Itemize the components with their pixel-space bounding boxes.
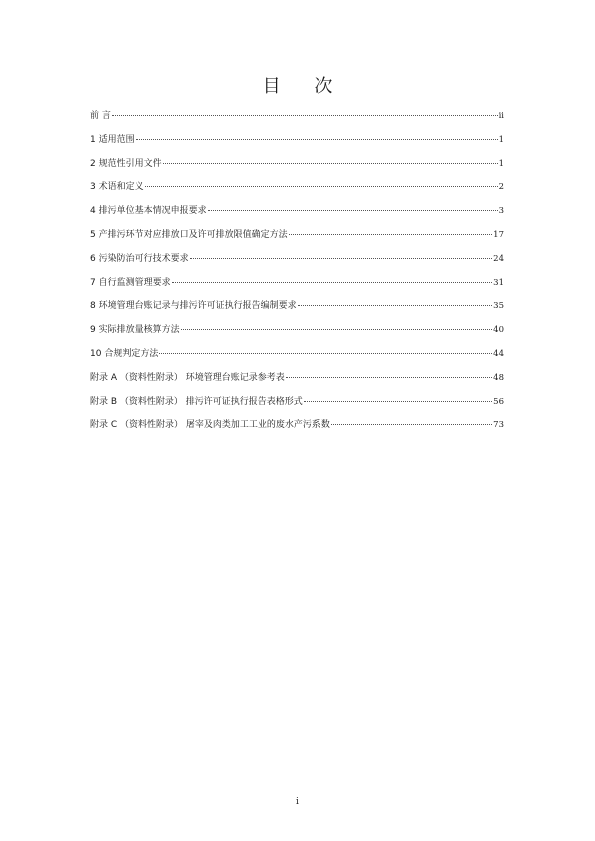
toc-entry-1[interactable]	[90, 134, 504, 158]
toc-entry-4[interactable]	[90, 205, 504, 229]
toc-page-number: 48	[493, 372, 504, 383]
toc-entry-6[interactable]	[90, 253, 504, 277]
toc-entry-label: 2 规范性引用文件	[90, 158, 162, 169]
toc-entry-2[interactable]	[90, 158, 504, 182]
toc-entry-9[interactable]	[90, 324, 504, 348]
toc-entry-label: 9 实际排放量核算方法	[90, 325, 180, 336]
toc-page-number: 40	[493, 325, 504, 336]
table-of-contents	[90, 110, 504, 443]
toc-page-number: 44	[493, 348, 504, 359]
toc-dot-leader	[190, 258, 493, 259]
toc-entry-label: 5 产排污环节对应排放口及许可排放限值确定方法	[90, 229, 288, 240]
toc-dot-leader	[136, 139, 498, 140]
toc-entry-appendix-c[interactable]	[90, 419, 504, 443]
page-number: i	[296, 797, 299, 807]
toc-page-number: ii	[498, 111, 504, 121]
toc-dot-leader	[208, 210, 498, 211]
toc-dot-leader	[112, 115, 498, 116]
toc-dot-leader	[172, 282, 493, 283]
toc-page-number: 35	[493, 301, 504, 312]
toc-entry-label: 7 自行监测管理要求	[90, 277, 171, 288]
toc-entry-label: 10 合规判定方法	[90, 348, 159, 359]
toc-entry-7[interactable]	[90, 277, 504, 301]
toc-page-number: 73	[493, 420, 504, 431]
toc-entry-label: 8 环境管理台账记录与排污许可证执行报告编制要求	[90, 301, 297, 312]
toc-entry-label: 6 污染防治可行技术要求	[90, 253, 189, 264]
toc-entry-preface[interactable]	[90, 110, 504, 134]
toc-entry-3[interactable]	[90, 181, 504, 205]
toc-dot-leader	[331, 424, 492, 425]
toc-entry-label: 附录 B （资料性附录） 排污许可证执行报告表格形式	[90, 396, 303, 407]
toc-entry-label: 前 言	[90, 111, 111, 121]
toc-page-number: 2	[498, 182, 504, 193]
toc-dot-leader	[298, 305, 493, 306]
toc-page-number: 31	[493, 277, 504, 288]
toc-entry-8[interactable]	[90, 300, 504, 324]
toc-page-number: 17	[493, 229, 504, 240]
toc-page-number: 3	[498, 206, 504, 217]
toc-page-number: 24	[493, 253, 504, 264]
toc-page-number: 56	[493, 396, 504, 407]
toc-page-number: 1	[498, 158, 504, 169]
toc-entry-label: 附录 A （资料性附录） 环境管理台账记录参考表	[90, 372, 285, 383]
toc-dot-leader	[286, 377, 492, 378]
toc-entry-appendix-b[interactable]	[90, 396, 504, 420]
toc-dot-leader	[163, 163, 498, 164]
toc-page-number: 1	[498, 134, 504, 145]
toc-dot-leader	[145, 186, 498, 187]
toc-entry-label: 附录 C （资料性附录） 屠宰及肉类加工工业的废水产污系数	[90, 420, 330, 431]
toc-entry-10[interactable]	[90, 348, 504, 372]
toc-dot-leader	[159, 353, 492, 354]
toc-entry-5[interactable]	[90, 229, 504, 253]
page-title: 目 次	[262, 76, 347, 97]
toc-entry-label: 1 适用范围	[90, 134, 135, 145]
toc-dot-leader	[289, 234, 493, 235]
toc-entry-label: 3 术语和定义	[90, 182, 144, 193]
toc-dot-leader	[181, 329, 493, 330]
toc-entry-label: 4 排污单位基本情况申报要求	[90, 206, 207, 217]
toc-entry-appendix-a[interactable]	[90, 372, 504, 396]
toc-dot-leader	[304, 401, 492, 402]
